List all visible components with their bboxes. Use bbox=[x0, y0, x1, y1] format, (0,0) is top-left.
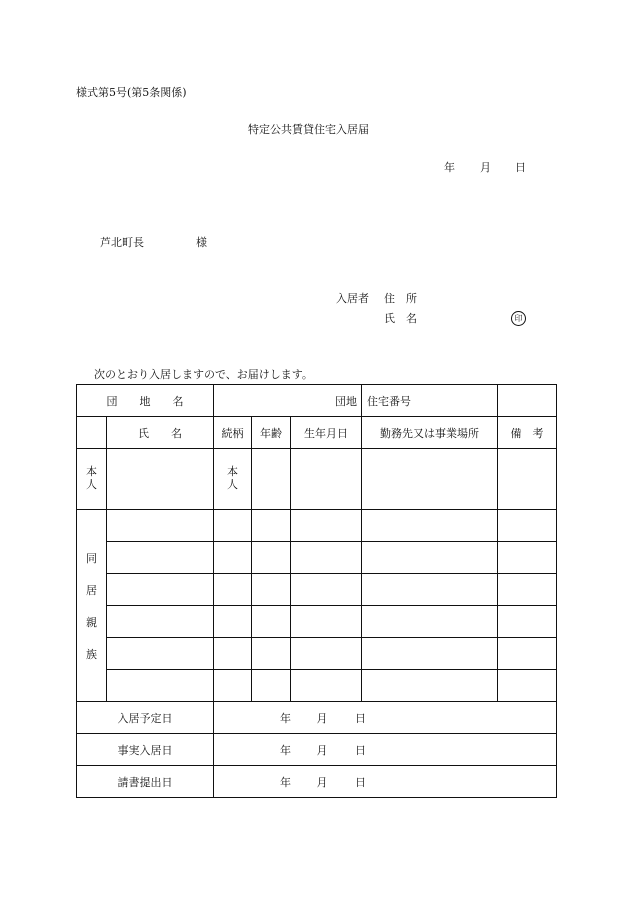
self-relation: 本人 bbox=[214, 449, 252, 510]
date-month-label: 月 bbox=[480, 161, 491, 174]
family-birthdate-cell[interactable] bbox=[291, 542, 362, 574]
form-title: 特定公共賃貸住宅入居届 bbox=[248, 123, 369, 136]
family-relation-cell[interactable] bbox=[214, 670, 252, 702]
family-relation-cell[interactable] bbox=[214, 510, 252, 542]
family-remarks-cell[interactable] bbox=[498, 542, 557, 574]
header-row bbox=[77, 417, 557, 449]
family-row bbox=[77, 574, 557, 606]
date-value-cell[interactable] bbox=[214, 702, 557, 734]
family-birthdate-cell[interactable] bbox=[291, 638, 362, 670]
family-relation-cell[interactable] bbox=[214, 542, 252, 574]
date-day: 日 bbox=[355, 775, 366, 789]
family-age-cell[interactable] bbox=[252, 542, 291, 574]
danchi-row bbox=[77, 385, 557, 417]
family-workplace-cell[interactable] bbox=[362, 670, 498, 702]
family-remarks-cell[interactable] bbox=[498, 510, 557, 542]
family-name-cell[interactable] bbox=[107, 510, 214, 542]
family-remarks-cell[interactable] bbox=[498, 670, 557, 702]
family-row bbox=[77, 606, 557, 638]
honorific: 様 bbox=[196, 236, 207, 249]
residence-table bbox=[76, 384, 557, 798]
family-workplace-cell[interactable] bbox=[362, 542, 498, 574]
date-year: 年 bbox=[280, 711, 291, 725]
date-day: 日 bbox=[355, 743, 366, 757]
self-workplace-cell[interactable] bbox=[362, 449, 498, 510]
family-name-cell[interactable] bbox=[107, 606, 214, 638]
addressee: 芦北町長 bbox=[100, 236, 144, 249]
family-age-cell[interactable] bbox=[252, 606, 291, 638]
family-workplace-cell[interactable] bbox=[362, 510, 498, 542]
family-relation-cell[interactable] bbox=[214, 638, 252, 670]
family-row bbox=[77, 542, 557, 574]
date-year: 年 bbox=[280, 743, 291, 757]
family-label bbox=[77, 510, 107, 702]
self-remarks-cell[interactable] bbox=[498, 449, 557, 510]
date-month: 月 bbox=[316, 743, 328, 757]
self-birthdate-cell[interactable] bbox=[291, 449, 362, 510]
family-relation-cell[interactable] bbox=[214, 606, 252, 638]
self-label: 本人 bbox=[77, 449, 107, 510]
self-row bbox=[77, 449, 557, 510]
seal-mark: 印 bbox=[511, 311, 526, 326]
family-relation-cell[interactable] bbox=[214, 574, 252, 606]
header-birthdate: 生年月日 bbox=[291, 417, 362, 449]
family-birthdate-cell[interactable] bbox=[291, 510, 362, 542]
family-name-cell[interactable] bbox=[107, 670, 214, 702]
family-birthdate-cell[interactable] bbox=[291, 670, 362, 702]
header-name: 氏 名 bbox=[107, 417, 214, 449]
name-label: 氏 名 bbox=[384, 312, 417, 325]
family-row bbox=[77, 638, 557, 670]
family-age-cell[interactable] bbox=[252, 638, 291, 670]
danchi-name-cell[interactable] bbox=[214, 385, 362, 417]
family-age-cell[interactable] bbox=[252, 574, 291, 606]
date-label: 事実入居日 bbox=[77, 734, 214, 766]
date-label: 請書提出日 bbox=[77, 766, 214, 798]
self-age-cell[interactable] bbox=[252, 449, 291, 510]
self-name-cell[interactable] bbox=[107, 449, 214, 510]
family-name-cell[interactable] bbox=[107, 638, 214, 670]
family-label-char: 居 bbox=[86, 583, 97, 597]
date-year: 年 bbox=[280, 775, 291, 789]
family-label-char: 同 bbox=[86, 551, 97, 565]
date-month: 月 bbox=[316, 775, 328, 789]
date-year-label: 年 bbox=[444, 161, 455, 174]
header-relation: 続柄 bbox=[214, 417, 252, 449]
family-workplace-cell[interactable] bbox=[362, 638, 498, 670]
family-row bbox=[77, 670, 557, 702]
intro-text: 次のとおり入居しますので、お届けします。 bbox=[94, 368, 313, 381]
danchi-name-label: 団 地 名 bbox=[77, 385, 214, 417]
family-remarks-cell[interactable] bbox=[498, 606, 557, 638]
family-remarks-cell[interactable] bbox=[498, 574, 557, 606]
date-day-label: 日 bbox=[515, 161, 526, 174]
header-blank bbox=[77, 417, 107, 449]
house-number-cell[interactable] bbox=[498, 385, 557, 417]
danchi-suffix: 団地 bbox=[335, 394, 357, 408]
family-workplace-cell[interactable] bbox=[362, 606, 498, 638]
date-label: 入居予定日 bbox=[77, 702, 214, 734]
date-value-cell[interactable] bbox=[214, 734, 557, 766]
form-number: 様式第5号(第5条関係) bbox=[76, 86, 187, 99]
header-remarks: 備 考 bbox=[498, 417, 557, 449]
date-value-cell[interactable] bbox=[214, 766, 557, 798]
header-workplace: 勤務先又は事業場所 bbox=[362, 417, 498, 449]
date-month: 月 bbox=[316, 711, 328, 725]
family-age-cell[interactable] bbox=[252, 670, 291, 702]
family-name-cell[interactable] bbox=[107, 542, 214, 574]
date-day: 日 bbox=[355, 711, 366, 725]
family-row bbox=[77, 510, 557, 542]
family-workplace-cell[interactable] bbox=[362, 574, 498, 606]
family-label-char: 親 bbox=[86, 615, 97, 629]
family-label-char: 族 bbox=[86, 647, 97, 661]
family-name-cell[interactable] bbox=[107, 574, 214, 606]
address-label: 住 所 bbox=[384, 292, 417, 305]
family-birthdate-cell[interactable] bbox=[291, 574, 362, 606]
family-age-cell[interactable] bbox=[252, 510, 291, 542]
family-birthdate-cell[interactable] bbox=[291, 606, 362, 638]
date-row bbox=[77, 702, 557, 734]
applicant-label: 入居者 bbox=[336, 292, 369, 305]
header-age: 年齢 bbox=[252, 417, 291, 449]
date-row bbox=[77, 766, 557, 798]
family-remarks-cell[interactable] bbox=[498, 638, 557, 670]
date-row bbox=[77, 734, 557, 766]
house-number-label: 住宅番号 bbox=[362, 385, 498, 417]
